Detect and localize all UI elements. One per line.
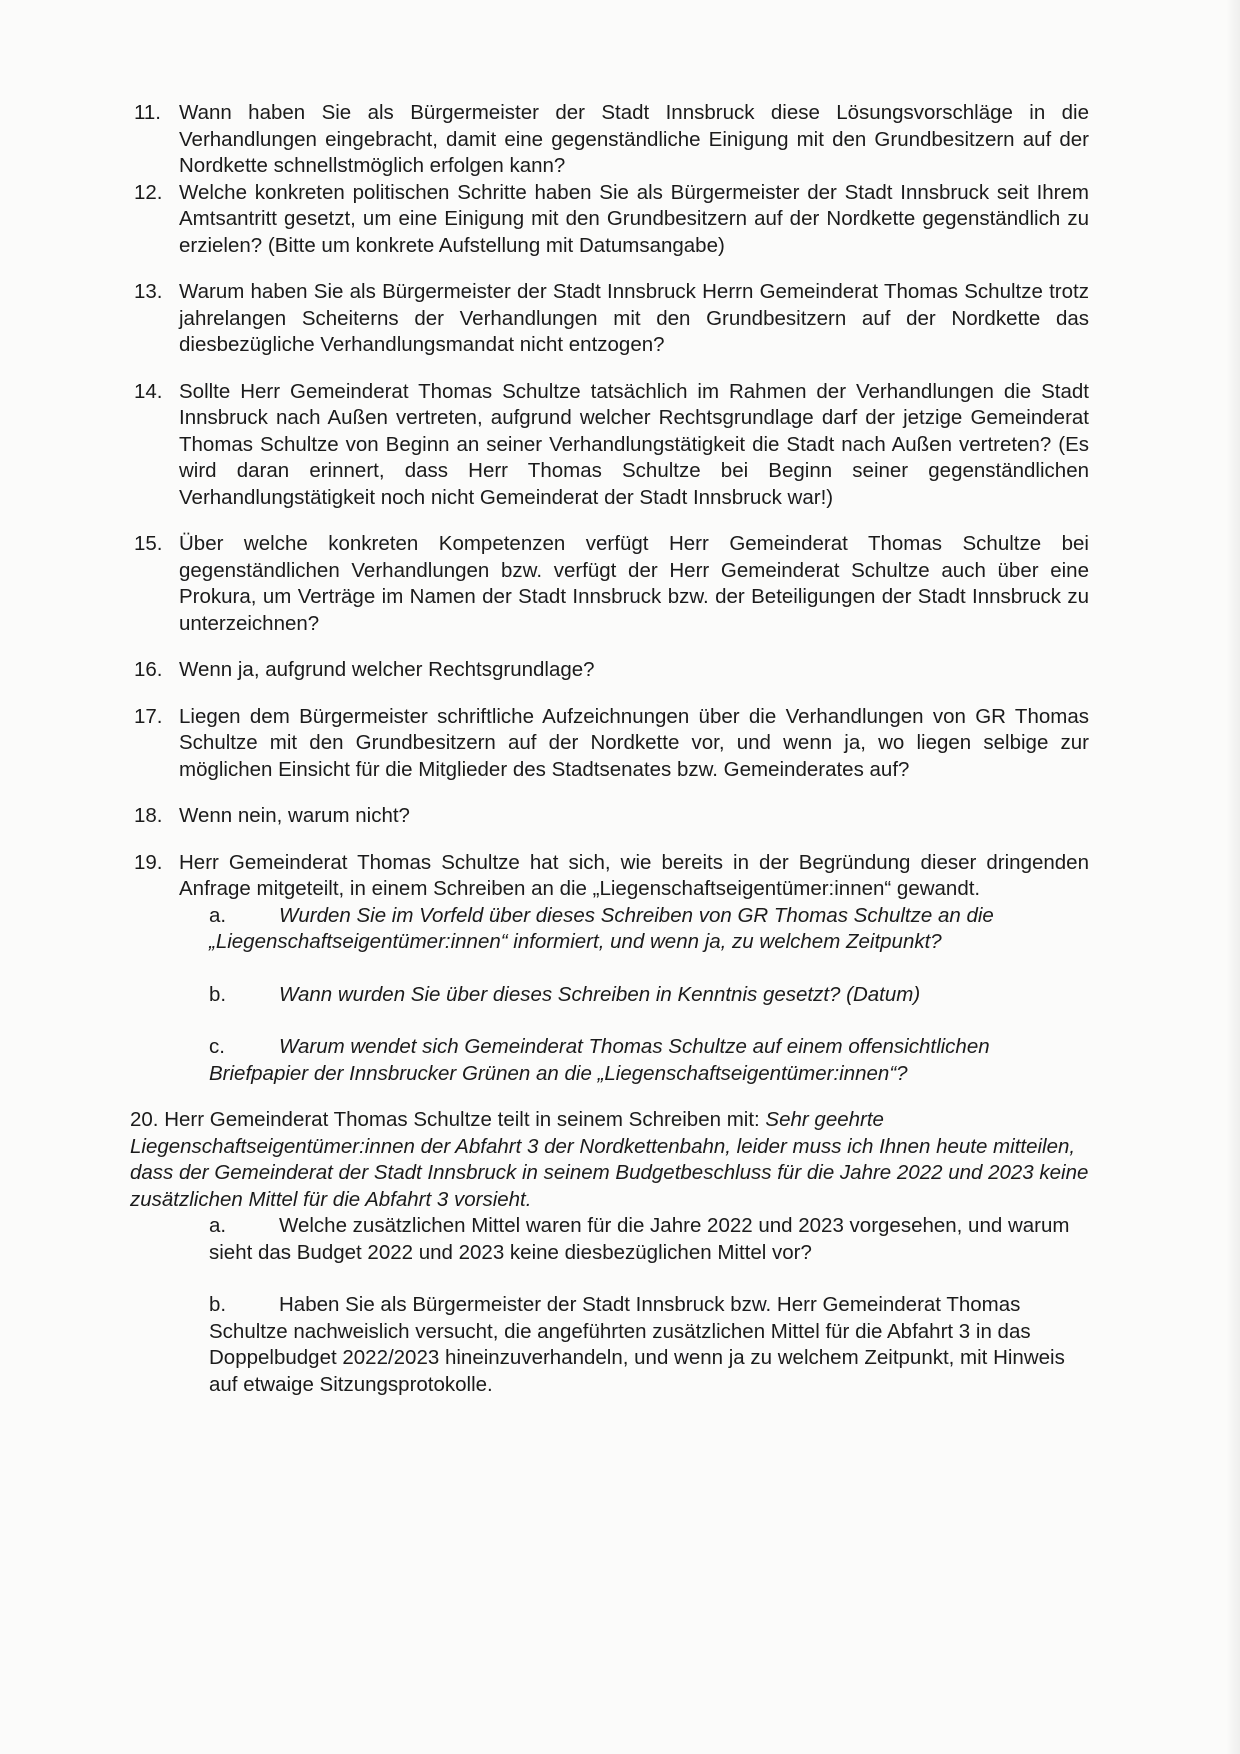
question-number: 20.: [130, 1108, 159, 1131]
question-number: 17.: [134, 704, 163, 728]
question-18: [134, 803, 1089, 830]
question-20: [130, 1107, 1089, 1213]
question-number: 13.: [134, 280, 163, 303]
sub-label: a.: [209, 903, 227, 927]
sub-text: Wann wurden Sie über dieses Schreiben in Kenntnis gesetzt? (Datum): [279, 982, 921, 1006]
question-19-sub-a: [209, 903, 1089, 956]
question-text: Wann haben Sie als Bürgermeister der Stadt Innsbruck diese Lösungsvorschläge in die Verhandlungen eingebracht, damit eine gegenständliche Einigung mit den Grundbesitzern auf der Nordkette schnellstmöglich erfolgen kann?: [179, 101, 1089, 177]
question-number: 19.: [134, 850, 163, 874]
question-text: Liegen dem Bürgermeister schriftliche Aufzeichnungen über die Verhandlungen von GR Thomas Schultze mit den Grundbesitzern auf der Nordkette vor, und wenn ja, wo liegen selbige zur möglichen Einsicht für die Mitglieder des Stadtsenates bzw. Gemeinderates auf?: [179, 704, 1089, 781]
question-14: [134, 379, 1089, 512]
question-text: Wenn ja, aufgrund welcher Rechtsgrundlage?: [179, 658, 595, 681]
question-number: 15.: [134, 532, 163, 555]
question-number: 18.: [134, 804, 163, 827]
question-20-sub-b: [209, 1292, 1089, 1398]
question-number: 12.: [134, 180, 163, 204]
question-20-sub-a: [209, 1213, 1089, 1266]
question-19-sub-b: [209, 982, 1089, 1009]
question-quote: Sehr geehrte Liegenschaftseigentümer:innen der Abfahrt 3 der Nordkettenbahn, leider muss ich Ihnen heute mitteilen, dass der Gemeinderat der Stadt Innsbruck in seinem Budgetbeschluss für die Jahre 2022 und 2023 keine zusätzlichen Mittel für die Abfahrt 3 vorsieht.: [130, 1108, 1089, 1211]
question-number: 16.: [134, 658, 163, 681]
sub-label: c.: [209, 1035, 225, 1058]
question-15: [134, 531, 1089, 637]
question-text: Über welche konkreten Kompetenzen verfügt Herr Gemeinderat Thomas Schultze bei gegenständlichen Verhandlungen bzw. verfügt der Herr Gemeinderat Schultze auch über eine Prokura, um Verträge im Namen der Stadt Innsbruck bzw. der Beteiligungen der Stadt Innsbruck zu unterzeichnen?: [179, 532, 1089, 635]
sub-label: b.: [209, 982, 227, 1006]
question-list: [130, 100, 1089, 1398]
sub-text: Welche zusätzlichen Mittel waren für die Jahre 2022 und 2023 vorgesehen, und warum sieht das Budget 2022 und 2023 keine diesbezüglichen Mittel vor?: [209, 1214, 1070, 1264]
question-text: Herr Gemeinderat Thomas Schultze hat sich, wie bereits in der Begründung dieser dringenden Anfrage mitgeteilt, in einem Schreiben an die „Liegenschaftseigentümer:innen“ gewandt.: [179, 850, 1089, 900]
scan-edge-shadow: [1226, 0, 1240, 1754]
question-19: [134, 850, 1089, 903]
question-12: [134, 180, 1089, 260]
question-13: [134, 279, 1089, 359]
question-number: 14.: [134, 379, 163, 403]
question-number: 11.: [134, 101, 161, 124]
sub-text: Haben Sie als Bürgermeister der Stadt Innsbruck bzw. Herr Gemeinderat Thomas Schultze nachweislich versucht, die angeführten zusätzlichen Mittel für die Abfahrt 3 in das Doppelbudget 2022/2023 hineinzuverhandeln, und wenn ja zu welchem Zeitpunkt, mit Hinweis auf etwaige Sitzungsprotokolle.: [209, 1293, 1065, 1396]
question-text: Sollte Herr Gemeinderat Thomas Schultze tatsächlich im Rahmen der Verhandlungen die Stadt Innsbruck nach Außen vertreten, aufgrund welcher Rechtsgrundlage darf der jetzige Gemeinderat Thomas Schultze von Beginn an seiner Verhandlungstätigkeit die Stadt nach Außen vertreten? (Es wird daran erinnert, dass Herr Thomas Schultze bei Beginn seiner gegenständlichen Verhandlungstätigkeit noch nicht Gemeinderat der Stadt Innsbruck war!): [179, 379, 1089, 509]
question-text: Warum haben Sie als Bürgermeister der Stadt Innsbruck Herrn Gemeinderat Thomas Schultze trotz jahrelangen Scheiterns der Verhandlungen mit den Grundbesitzern auf der Nordkette das diesbezügliche Verhandlungsmandat nicht entzogen?: [179, 280, 1089, 356]
question-text: Welche konkreten politischen Schritte haben Sie als Bürgermeister der Stadt Innsbruck seit Ihrem Amtsantritt gesetzt, um eine Einigung mit den Grundbesitzern auf der Nordkette gegenständlich zu erzielen? (Bitte um konkrete Aufstellung mit Datumsangabe): [179, 180, 1089, 257]
sub-label: a.: [209, 1214, 227, 1237]
question-16: [134, 657, 1089, 684]
question-intro: Herr Gemeinderat Thomas Schultze teilt in seinem Schreiben mit:: [164, 1108, 760, 1131]
question-17: [134, 704, 1089, 784]
question-11: [134, 100, 1089, 180]
sub-text: Wurden Sie im Vorfeld über dieses Schreiben von GR Thomas Schultze an die „Liegenschaftseigentümer:innen“ informiert, und wenn ja, zu welchem Zeitpunkt?: [209, 903, 994, 953]
sub-text: Warum wendet sich Gemeinderat Thomas Schultze auf einem offensichtlichen Briefpapier der Innsbrucker Grünen an die „Liegenschaftseigentümer:innen“?: [209, 1035, 990, 1085]
question-text: Wenn nein, warum nicht?: [179, 804, 410, 827]
sub-label: b.: [209, 1293, 227, 1316]
question-19-sub-c: [209, 1034, 1089, 1087]
